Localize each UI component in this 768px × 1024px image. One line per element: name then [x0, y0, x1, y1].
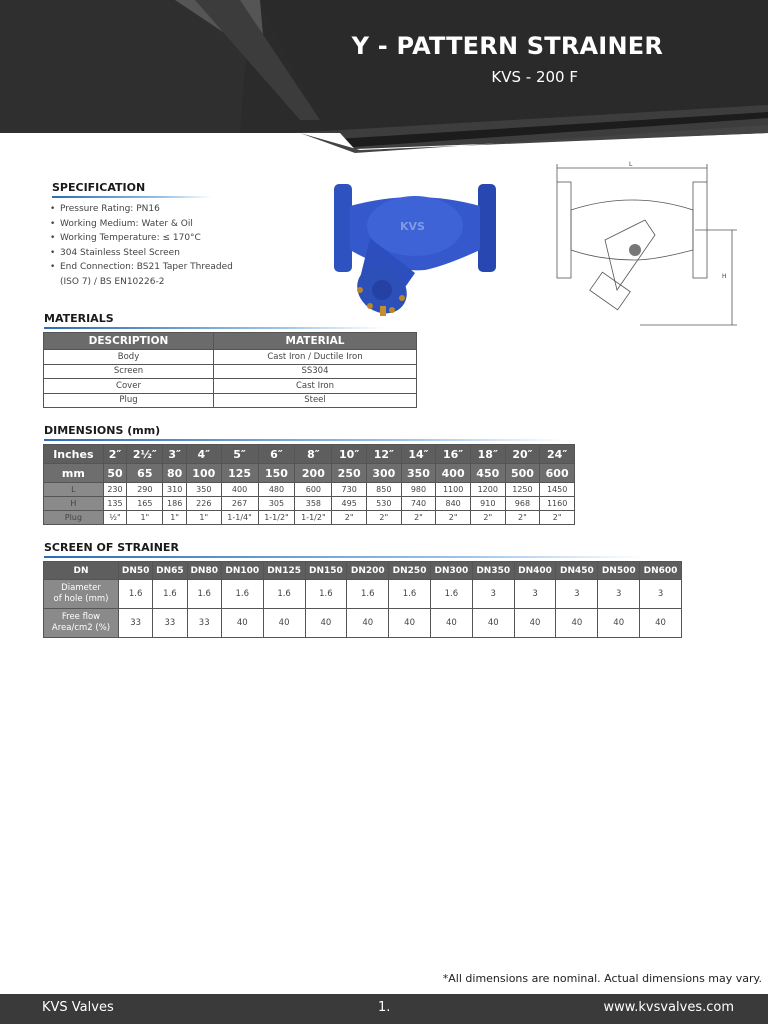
- column-header: DN65: [153, 562, 187, 580]
- footer-bar: [0, 994, 768, 1024]
- dimensions-underline: [44, 439, 564, 441]
- column-header: DN50: [119, 562, 153, 580]
- row-label: H: [44, 497, 104, 511]
- table-cell: 2": [332, 511, 367, 525]
- column-header: DN300: [430, 562, 472, 580]
- column-header: DN80: [187, 562, 221, 580]
- table-row: [44, 511, 575, 525]
- table-row: [44, 609, 682, 638]
- column-header: DN125: [263, 562, 305, 580]
- table-cell: 250: [332, 464, 367, 483]
- column-header: DN600: [640, 562, 682, 580]
- table-cell: 40: [430, 609, 472, 638]
- table-cell: Cover: [44, 379, 214, 394]
- materials-col-material: MATERIAL: [214, 333, 417, 350]
- table-cell: 24″: [540, 445, 575, 464]
- table-cell: 2": [470, 511, 505, 525]
- materials-col-description: DESCRIPTION: [44, 333, 214, 350]
- dimensions-note: *All dimensions are nominal. Actual dimensions may vary.: [442, 972, 762, 985]
- table-cell: 1-1/4": [221, 511, 258, 525]
- table-cell: ½": [103, 511, 127, 525]
- table-cell: 1160: [540, 497, 575, 511]
- table-cell: 3: [556, 580, 598, 609]
- table-cell: 1.6: [305, 580, 347, 609]
- column-header: DN500: [598, 562, 640, 580]
- table-cell: 480: [258, 483, 295, 497]
- spec-item: • Working Temperature: ≤ 170°C: [50, 231, 233, 246]
- table-cell: 20″: [505, 445, 540, 464]
- table-cell: 1": [163, 511, 187, 525]
- spec-item-continuation: (ISO 7) / BS EN10226-2: [60, 276, 165, 287]
- technical-drawing: [545, 160, 745, 330]
- table-cell: 18″: [470, 445, 505, 464]
- table-cell: 2½″: [127, 445, 163, 464]
- strainer-product-image: [330, 178, 500, 323]
- table-row: [44, 364, 417, 379]
- table-cell: 150: [258, 464, 295, 483]
- table-cell: 3: [472, 580, 514, 609]
- footer-page-number: 1.: [378, 1000, 391, 1015]
- table-cell: 5″: [221, 445, 258, 464]
- table-cell: 1.6: [221, 580, 263, 609]
- table-cell: 12″: [366, 445, 401, 464]
- materials-heading: MATERIALS: [44, 312, 114, 325]
- table-cell: 968: [505, 497, 540, 511]
- table-cell: 1200: [470, 483, 505, 497]
- table-cell: 33: [153, 609, 187, 638]
- table-row: [44, 483, 575, 497]
- table-cell: 495: [332, 497, 367, 511]
- table-cell: 40: [305, 609, 347, 638]
- table-cell: 740: [401, 497, 436, 511]
- specification-heading: SPECIFICATION: [52, 181, 146, 194]
- table-cell: 1.6: [347, 580, 389, 609]
- row-label: Plug: [44, 511, 104, 525]
- table-cell: 358: [295, 497, 332, 511]
- table-cell: 305: [258, 497, 295, 511]
- table-cell: Cast Iron: [214, 379, 417, 394]
- screen-underline: [44, 556, 644, 558]
- table-cell: 290: [127, 483, 163, 497]
- row-label: Free flow Area/cm2 (%): [44, 609, 119, 638]
- table-row: [44, 497, 575, 511]
- table-cell: 1": [127, 511, 163, 525]
- spec-item: • Working Medium: Water & Oil: [50, 217, 233, 232]
- model-subtitle: KVS - 200 F: [491, 68, 578, 86]
- table-cell: 80: [163, 464, 187, 483]
- table-cell: 310: [163, 483, 187, 497]
- table-cell: 40: [221, 609, 263, 638]
- table-cell: 600: [295, 483, 332, 497]
- table-cell: 40: [347, 609, 389, 638]
- table-cell: Plug: [44, 393, 214, 408]
- header-background: [0, 0, 768, 160]
- table-cell: 730: [332, 483, 367, 497]
- table-row: [44, 350, 417, 365]
- table-row: [44, 445, 575, 464]
- table-cell: 2": [540, 511, 575, 525]
- row-label: Inches: [44, 445, 104, 464]
- table-cell: 840: [436, 497, 471, 511]
- table-cell: 450: [470, 464, 505, 483]
- materials-underline: [44, 327, 384, 329]
- table-cell: 500: [505, 464, 540, 483]
- column-header: DN450: [556, 562, 598, 580]
- table-cell: 40: [389, 609, 431, 638]
- table-cell: 165: [127, 497, 163, 511]
- table-cell: 1.6: [153, 580, 187, 609]
- table-cell: 3: [640, 580, 682, 609]
- table-header-row: [44, 562, 682, 580]
- materials-table: [43, 332, 417, 408]
- table-row: [44, 464, 575, 483]
- table-cell: 2": [436, 511, 471, 525]
- table-cell: 1-1/2": [295, 511, 332, 525]
- table-cell: 40: [640, 609, 682, 638]
- table-cell: 1.6: [430, 580, 472, 609]
- table-cell: 40: [472, 609, 514, 638]
- specification-list: [50, 202, 233, 290]
- table-cell: 40: [556, 609, 598, 638]
- table-cell: 400: [436, 464, 471, 483]
- column-header: DN400: [514, 562, 556, 580]
- table-cell: 2": [366, 511, 401, 525]
- table-cell: 40: [598, 609, 640, 638]
- table-cell: 910: [470, 497, 505, 511]
- table-cell: 33: [119, 609, 153, 638]
- footer-website-link[interactable]: www.kvsvalves.com: [603, 1000, 734, 1015]
- row-label: L: [44, 483, 104, 497]
- table-cell: 300: [366, 464, 401, 483]
- spec-item: • Pressure Rating: PN16: [50, 202, 233, 217]
- spec-item: • End Connection: BS21 Taper Threaded: [50, 260, 233, 275]
- table-cell: 1.6: [119, 580, 153, 609]
- table-row: [44, 379, 417, 394]
- column-header: DN150: [305, 562, 347, 580]
- table-cell: 3″: [163, 445, 187, 464]
- table-cell: 3: [598, 580, 640, 609]
- dimensions-table: [43, 444, 575, 525]
- table-cell: 40: [263, 609, 305, 638]
- spec-item: • 304 Stainless Steel Screen: [50, 246, 233, 261]
- table-cell: 65: [127, 464, 163, 483]
- table-cell: 1.6: [187, 580, 221, 609]
- column-header: DN250: [389, 562, 431, 580]
- table-cell: 230: [103, 483, 127, 497]
- table-cell: 6″: [258, 445, 295, 464]
- table-cell: 10″: [332, 445, 367, 464]
- table-cell: 1-1/2": [258, 511, 295, 525]
- table-cell: 186: [163, 497, 187, 511]
- table-cell: 4″: [186, 445, 221, 464]
- table-cell: 50: [103, 464, 127, 483]
- table-cell: 3: [514, 580, 556, 609]
- table-cell: 267: [221, 497, 258, 511]
- table-cell: Screen: [44, 364, 214, 379]
- table-cell: 980: [401, 483, 436, 497]
- row-label: Diameter of hole (mm): [44, 580, 119, 609]
- table-cell: 2″: [103, 445, 127, 464]
- table-row: [44, 580, 682, 609]
- table-cell: Body: [44, 350, 214, 365]
- table-cell: 1450: [540, 483, 575, 497]
- table-cell: SS304: [214, 364, 417, 379]
- dimensions-heading: DIMENSIONS (mm): [44, 424, 161, 437]
- screen-heading: SCREEN OF STRAINER: [44, 541, 179, 554]
- table-cell: 1.6: [263, 580, 305, 609]
- table-cell: 350: [186, 483, 221, 497]
- table-cell: Steel: [214, 393, 417, 408]
- table-cell: 1.6: [389, 580, 431, 609]
- table-cell: 33: [187, 609, 221, 638]
- footer-company: KVS Valves: [42, 1000, 114, 1015]
- drawing-label-h: H: [722, 273, 727, 280]
- table-cell: 200: [295, 464, 332, 483]
- table-cell: 2": [505, 511, 540, 525]
- table-cell: 530: [366, 497, 401, 511]
- table-cell: 100: [186, 464, 221, 483]
- table-cell: 40: [514, 609, 556, 638]
- table-cell: 16″: [436, 445, 471, 464]
- column-header: DN100: [221, 562, 263, 580]
- row-label: mm: [44, 464, 104, 483]
- header-banner: [0, 0, 768, 160]
- table-cell: 350: [401, 464, 436, 483]
- specification-underline: [52, 196, 212, 198]
- table-row: [44, 393, 417, 408]
- table-cell: 600: [540, 464, 575, 483]
- column-header: DN200: [347, 562, 389, 580]
- table-cell: 850: [366, 483, 401, 497]
- table-cell: 8″: [295, 445, 332, 464]
- table-cell: 1100: [436, 483, 471, 497]
- table-cell: 2": [401, 511, 436, 525]
- table-cell: 125: [221, 464, 258, 483]
- table-cell: 1250: [505, 483, 540, 497]
- page-title: Y - PATTERN STRAINER: [351, 32, 663, 60]
- screen-table: [43, 561, 682, 638]
- table-cell: Cast Iron / Ductile Iron: [214, 350, 417, 365]
- table-cell: 135: [103, 497, 127, 511]
- table-cell: 1": [186, 511, 221, 525]
- drawing-label-l: L: [629, 161, 633, 168]
- table-cell: 400: [221, 483, 258, 497]
- column-header: DN: [44, 562, 119, 580]
- column-header: DN350: [472, 562, 514, 580]
- table-cell: 226: [186, 497, 221, 511]
- brand-mark: KVS: [400, 220, 425, 233]
- table-cell: 14″: [401, 445, 436, 464]
